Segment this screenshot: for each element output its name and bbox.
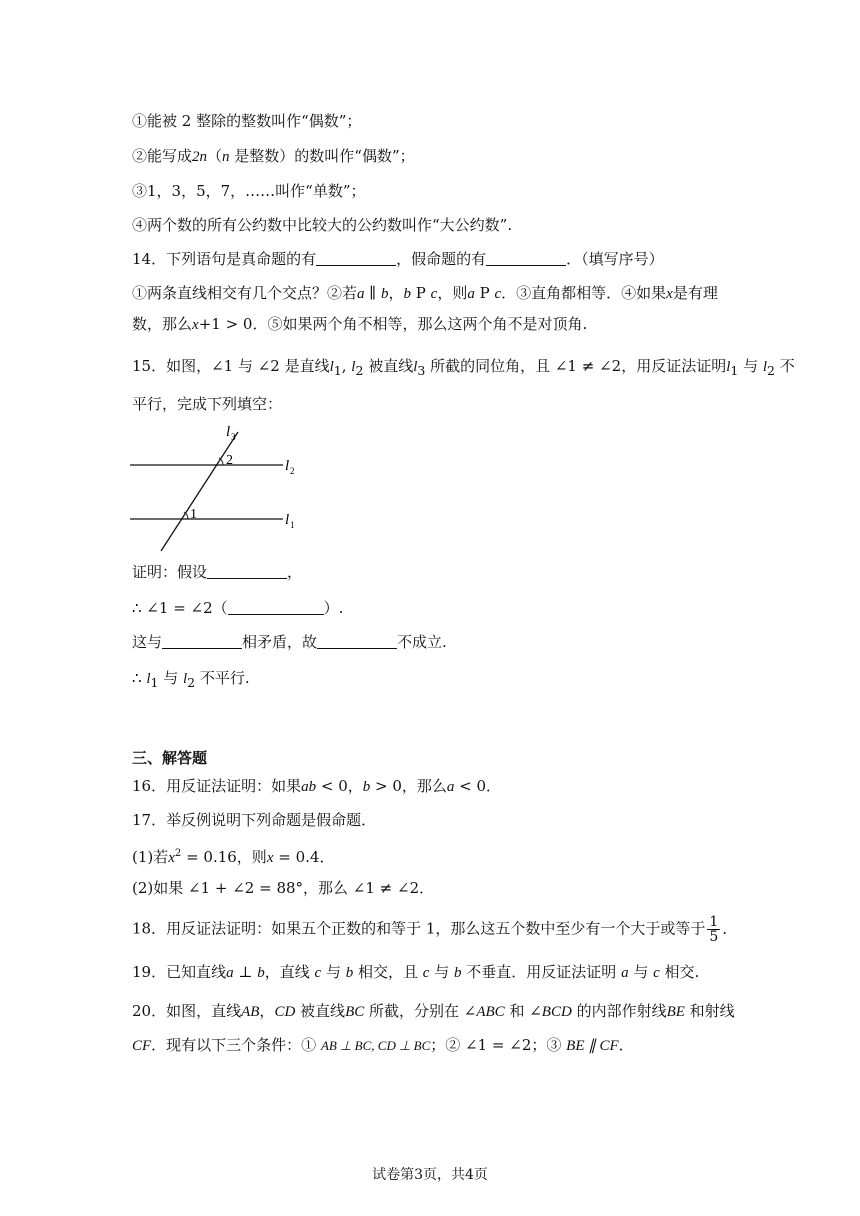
answer-blank[interactable] [162, 633, 242, 649]
question-17-part-1: (1)若$x^2 = 0.16$，则x = 0.4． [132, 848, 335, 866]
answer-blank[interactable] [316, 250, 396, 266]
question-18: 18．用反证法证明：如果五个正数的和等于 1，那么这五个数中至少有一个大于或等于 $\frac{1}{5}$ ． [132, 914, 738, 945]
label-l3: l [226, 424, 231, 440]
proof-line-1: 证明：假设 ， [132, 563, 303, 581]
question-15: 15．如图，∠1 与 ∠2 是直线$l_1$, $l_2$ 被直线$l_3$ 所截的同位角，且 ∠1 ≠ ∠2，用反证法证明$l_1$ 与 $l_2$ 不 [132, 357, 795, 378]
line-l3 [161, 432, 238, 551]
label-l3-sub: 3 [231, 432, 236, 442]
item-4: ④两个数的所有公约数中比较大的公约数叫作“大公约数”. [132, 216, 513, 234]
angle-1-label: 1 [190, 507, 197, 522]
fraction: $\frac{1}{5}$ [709, 914, 719, 945]
question-17: 17．举反例说明下列命题是假命题． [132, 811, 377, 829]
item-1: ①能被 2 整除的整数叫作“偶数”； [132, 112, 362, 130]
question-14-line-2: ①两条直线相交有几个交点？②若a ∥ b，b P c，则a P c．③直角都相等．④如果x是有理 [132, 284, 718, 302]
question-20-line-2: CF．现有以下三个条件：① AB ⊥ BC, CD ⊥ BC；② ∠1 = ∠2；③ BE ∥ CF． [132, 1036, 634, 1054]
question-15-line-2: 平行，完成下列填空： [132, 395, 283, 413]
question-20: 20．如图，直线AB，CD 被直线BC 所截，分别在 ∠ABC 和 ∠BCD 的内部作射线BE 和射线 [132, 1002, 735, 1020]
parallel-lines-figure [128, 418, 308, 562]
label-l2: l [285, 458, 290, 474]
question-19: 19．已知直线a ⊥ b，直线 c 与 b 相交，且 c 与 b 不垂直．用反证法证明 a 与 c 相交. [132, 963, 700, 981]
question-14-line-3: 数，那么x+1 > 0．⑤如果两个角不相等，那么这两个角不是对顶角. [132, 315, 588, 333]
label-l1-sub: 1 [290, 520, 295, 530]
label-l2-sub: 2 [290, 466, 295, 476]
answer-blank[interactable] [317, 633, 397, 649]
page-footer: 试卷第3页，共4页 [372, 1167, 488, 1183]
figure-svg [128, 418, 308, 558]
label-l1: l [285, 512, 290, 528]
proof-line-4: ∴ $l_1$ 与 $l_2$ 不平行. [132, 669, 250, 690]
answer-blank[interactable] [228, 599, 324, 615]
question-16: 16．用反证法证明：如果ab < 0，b > 0，那么a < 0． [132, 777, 502, 795]
item-3: ③1，3，5，7，……叫作“单数”； [132, 182, 366, 200]
item-2: ②能写成2n（n 是整数）的数叫作“偶数”； [132, 147, 415, 165]
question-14: 14．下列语句是真命题的有 ，假命题的有 ．（填写序号） [132, 250, 664, 268]
answer-blank[interactable] [207, 563, 287, 579]
proof-line-3: 这与 相矛盾，故 不成立. [132, 633, 447, 651]
question-17-part-2: (2)如果 ∠1 + ∠2 = 88°，那么 ∠1 ≠ ∠2． [132, 879, 435, 897]
section-title: 三、解答题 [132, 749, 208, 767]
proof-line-2: ∴ ∠1 = ∠2（ ）. [132, 599, 344, 617]
answer-blank[interactable] [486, 250, 566, 266]
angle-2-label: 2 [226, 453, 233, 468]
